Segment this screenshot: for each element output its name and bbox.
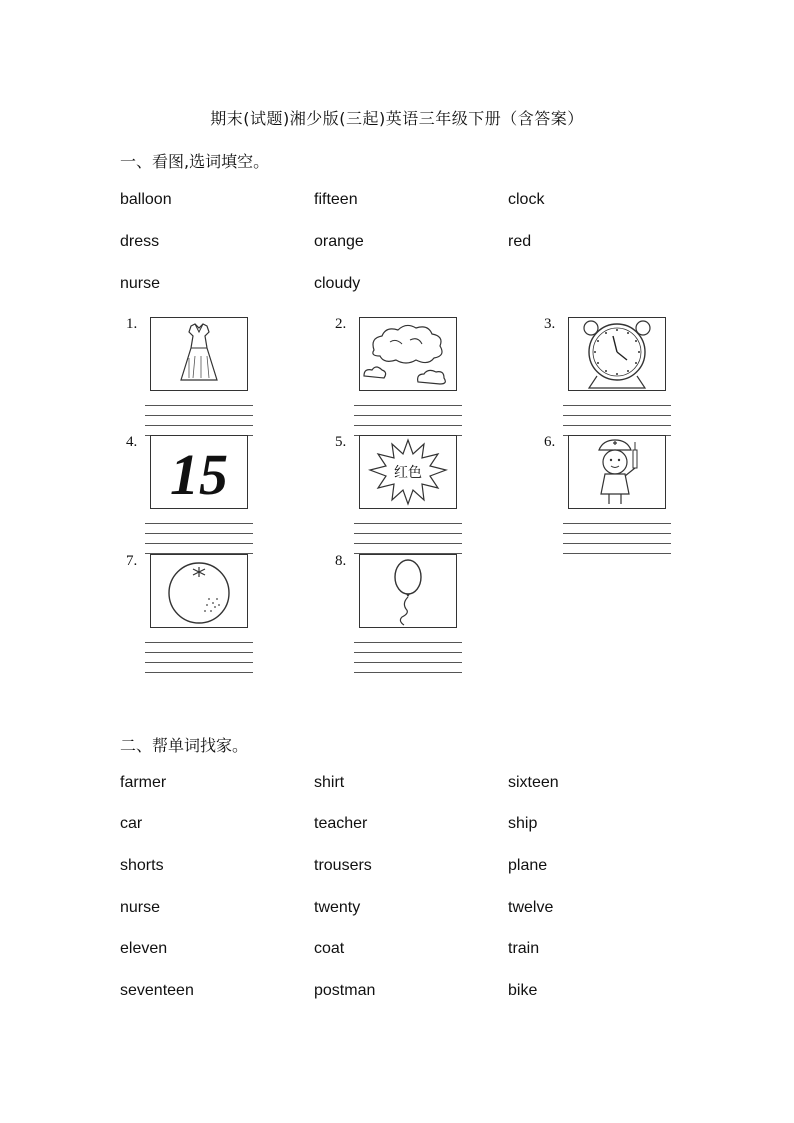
picture-item-8: [335, 553, 495, 673]
picture-item-7: [126, 553, 286, 673]
word-option: clock: [508, 191, 545, 208]
word-option: red: [508, 233, 532, 250]
nurse-icon: [568, 435, 666, 509]
word-option: orange: [314, 233, 364, 250]
picture-item-6: [544, 434, 704, 554]
word-option: fifteen: [314, 191, 358, 208]
word-item: nurse: [120, 899, 161, 916]
section2-heading: 二、帮单词找家。: [120, 736, 249, 755]
word-option: cloudy: [314, 275, 361, 292]
picture-item-4: [126, 434, 286, 554]
answer-lines[interactable]: [354, 396, 462, 436]
item-number: 4.: [126, 434, 138, 450]
orange-icon: [150, 554, 248, 628]
item-number: 3.: [544, 316, 556, 332]
red-sun-icon: [359, 435, 457, 509]
word-item: postman: [314, 982, 376, 999]
color-word-text: 红色: [394, 465, 422, 481]
item-number: 7.: [126, 553, 138, 569]
item-number: 1.: [126, 316, 138, 332]
item-number: 5.: [335, 434, 347, 450]
picture-item-1: [126, 316, 286, 436]
word-item: trousers: [314, 857, 372, 874]
word-option: balloon: [120, 191, 172, 208]
word-item: twenty: [314, 899, 361, 916]
word-item: ship: [508, 815, 538, 832]
picture-item-3: [544, 316, 704, 436]
cloud-icon: [359, 317, 457, 391]
answer-lines[interactable]: [145, 633, 253, 673]
answer-lines[interactable]: [145, 514, 253, 554]
word-item: farmer: [120, 774, 167, 791]
item-number: 6.: [544, 434, 556, 450]
word-item: teacher: [314, 815, 368, 832]
answer-lines[interactable]: [563, 396, 671, 436]
item-number: 2.: [335, 316, 347, 332]
word-item: eleven: [120, 940, 168, 957]
item-number: 8.: [335, 553, 347, 569]
word-item: sixteen: [508, 774, 559, 791]
word-option: dress: [120, 233, 160, 250]
word-item: shorts: [120, 857, 164, 874]
dress-icon: [150, 317, 248, 391]
clock-icon: [568, 317, 666, 391]
balloon-icon: [359, 554, 457, 628]
number-text: 15: [170, 442, 228, 507]
answer-lines[interactable]: [354, 514, 462, 554]
word-item: car: [120, 815, 143, 832]
picture-item-2: [335, 316, 495, 436]
page-title: 期末(试题)湘少版(三起)英语三年级下册（含答案）: [210, 109, 584, 128]
word-option: nurse: [120, 275, 161, 292]
number-fifteen-icon: [150, 435, 248, 509]
answer-lines[interactable]: [563, 514, 671, 554]
section1-heading: 一、看图,选词填空。: [120, 152, 270, 171]
picture-item-5: [335, 434, 495, 554]
word-item: shirt: [314, 774, 345, 791]
word-item: bike: [508, 982, 538, 999]
answer-lines[interactable]: [354, 633, 462, 673]
word-item: seventeen: [120, 982, 194, 999]
word-item: plane: [508, 857, 548, 874]
word-item: coat: [314, 940, 345, 957]
word-item: train: [508, 940, 540, 957]
answer-lines[interactable]: [145, 396, 253, 436]
word-item: twelve: [508, 899, 554, 916]
